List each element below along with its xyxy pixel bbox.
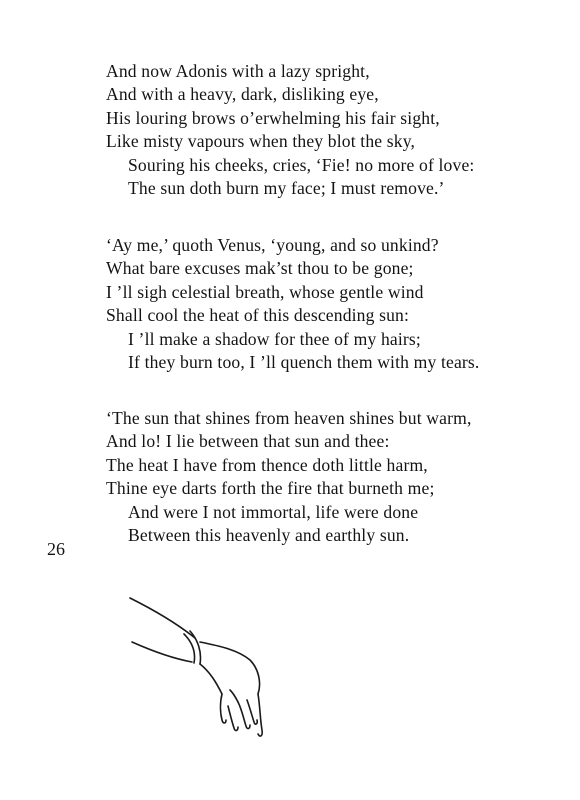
hand-illustration-icon	[120, 590, 280, 760]
page-number: 26	[47, 539, 65, 559]
poem-line: And lo! I lie between that sun and thee:	[106, 431, 390, 452]
poem-line: And with a heavy, dark, disliking eye,	[106, 84, 379, 105]
poem-line: ‘Ay me,’ quoth Venus, ‘young, and so unkind?	[106, 235, 439, 255]
poem-line: Thine eye darts forth the fire that burneth me;	[106, 478, 435, 499]
poem-line: Souring his cheeks, cries, ‘Fie! no more of love:	[128, 154, 475, 175]
poem-line: Between this heavenly and earthly sun.	[128, 525, 410, 546]
poem-line: His louring brows o’erwhelming his fair sight,	[106, 107, 440, 128]
stanza-1	[106, 60, 474, 200]
poem-line: Like misty vapours when they blot the sky,	[106, 131, 416, 152]
poem-line: I ’ll sigh celestial breath, whose gentle wind	[106, 281, 424, 302]
poem-line: ‘The sun that shines from heaven shines but warm,	[106, 408, 472, 428]
poem-line: If they burn too, I ’ll quench them with my tears.	[128, 352, 480, 373]
poem-line: What bare excuses mak’st thou to be gone;	[106, 258, 414, 279]
poem-line: The sun doth burn my face; I must remove.’	[128, 178, 445, 199]
poem-line: And now Adonis with a lazy spright,	[106, 61, 370, 81]
stanza-3	[106, 407, 472, 547]
poem-line: Shall cool the heat of this descending sun:	[106, 305, 410, 326]
poem-line: The heat I have from thence doth little harm,	[106, 454, 428, 475]
poem-line: And were I not immortal, life were done	[128, 501, 419, 522]
stanza-2	[106, 234, 479, 374]
poem-line: I ’ll make a shadow for thee of my hairs;	[128, 328, 421, 349]
